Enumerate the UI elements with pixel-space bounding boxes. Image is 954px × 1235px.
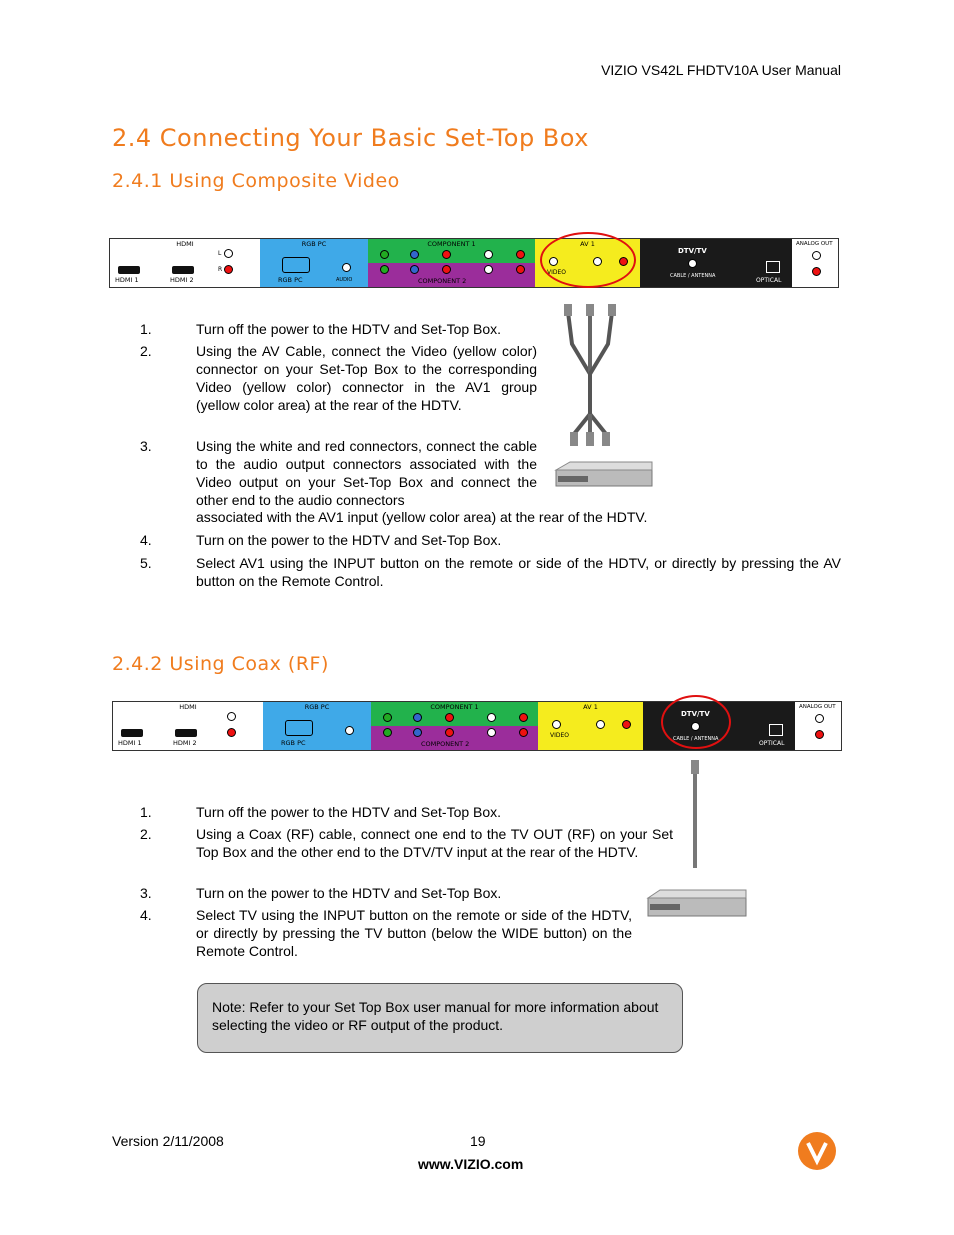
av1-section: AV 1 VIDEO	[535, 239, 640, 287]
footer-url: www.VIZIO.com	[418, 1156, 524, 1172]
analog-out-section: ANALOG OUT	[792, 239, 838, 287]
note-text: Note: Refer to your Set Top Box user manual for more information about selecting the video or RF output of the product.	[212, 999, 659, 1033]
rear-panel-diagram-2: HDMI HDMI 1 HDMI 2 RGB PC RGB PC COMPONENT 1 COMPONENT 2 AV 1 VIDEO DTV/TV CABLE / ANTENNA OPTICAL ANALOG OUT	[112, 701, 842, 751]
rear-panel-diagram	[109, 238, 839, 288]
note-box	[197, 983, 683, 1053]
av-cable-illustration	[548, 304, 658, 499]
page-number: 19	[470, 1133, 486, 1149]
subsection-title-composite: 2.4.1 Using Composite Video	[112, 170, 400, 192]
dtv-section: DTV/TV CABLE / ANTENNA OPTICAL	[640, 239, 792, 287]
dtv-highlight-circle	[661, 695, 731, 749]
component-1-section: COMPONENT 1	[368, 239, 535, 263]
rgb-pc-section: RGB PC RGB PC AUDIO	[260, 239, 368, 287]
section-title: 2.4 Connecting Your Basic Set-Top Box	[112, 124, 589, 152]
hdmi-section: HDMI HDMI 1 HDMI 2 L R	[110, 239, 260, 287]
footer-version: Version 2/11/2008	[112, 1133, 224, 1149]
av1-highlight-circle	[540, 232, 636, 288]
document-header: VIZIO VS42L FHDTV10A User Manual	[601, 62, 841, 78]
vizio-logo	[797, 1131, 837, 1171]
subsection-title-coax: 2.4.2 Using Coax (RF)	[112, 653, 329, 675]
component-2-section: COMPONENT 2	[368, 263, 535, 287]
